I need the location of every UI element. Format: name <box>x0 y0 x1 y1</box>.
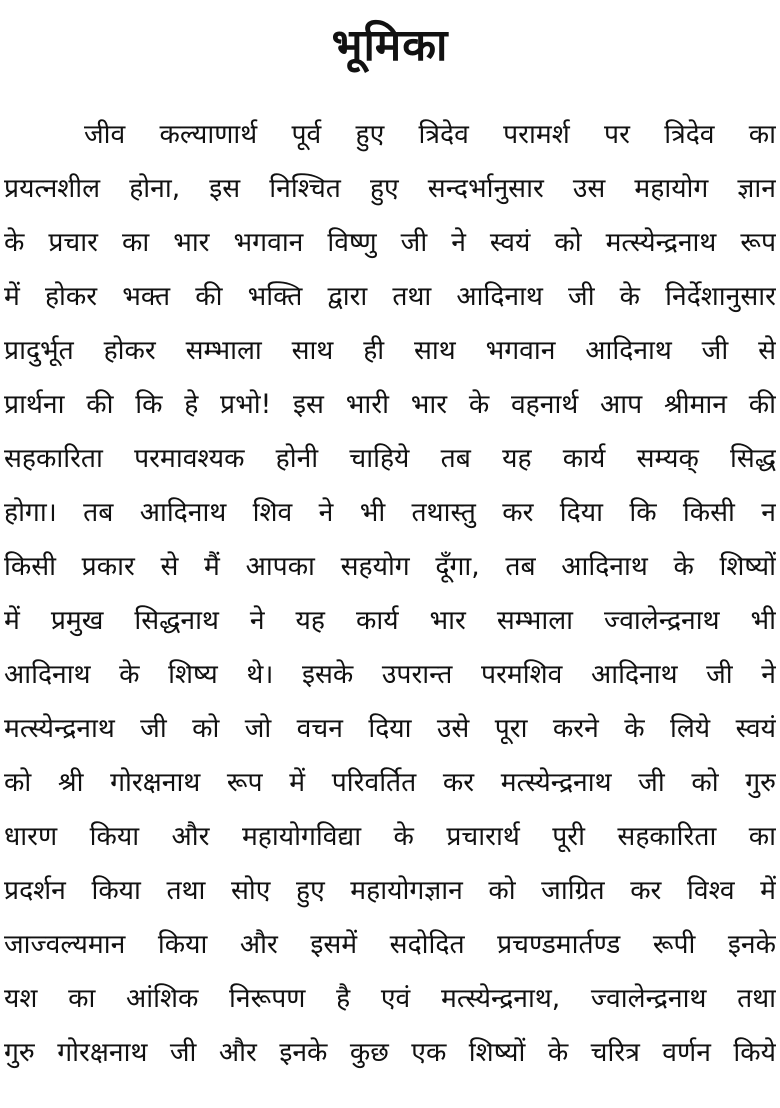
page-title: भूमिका <box>331 20 449 71</box>
text-line: को श्री गोरक्षनाथ रूप में परिवर्तित कर मत्स्येन्द्रनाथ जी को गुरु <box>4 767 776 798</box>
text-line: होगा। तब आदिनाथ शिव ने भी तथास्तु कर दिया कि किसी न <box>4 497 776 528</box>
text-line: प्रयत्नशील होना, इस निश्चित हुए सन्दर्भानुसार उस महायोग ज्ञान <box>4 173 776 204</box>
text-line: के प्रचार का भार भगवान विष्णु जी ने स्वयं को मत्स्येन्द्रनाथ रूप <box>4 227 776 258</box>
text-line: प्रादुर्भूत होकर सम्भाला साथ ही साथ भगवान आदिनाथ जी से <box>4 335 776 366</box>
text-line: मत्स्येन्द्रनाथ जी को जो वचन दिया उसे पूरा करने के लिये स्वयं <box>4 713 776 744</box>
text-line: प्रदर्शन किया तथा सोए हुए महायोगज्ञान को जाग्रित कर विश्व में <box>4 875 776 906</box>
text-line: सहकारिता परमावश्यक होनी चाहिये तब यह कार्य सम्यक् सिद्ध <box>4 443 776 474</box>
text-line: आदिनाथ के शिष्य थे। इसके उपरान्त परमशिव आदिनाथ जी ने <box>4 659 776 690</box>
body-paragraph <box>4 108 776 1080</box>
text-line: गुरु गोरक्षनाथ जी और इनके कुछ एक शिष्यों के चरित्र वर्णन किये <box>4 1037 776 1068</box>
text-line: प्रार्थना की कि हे प्रभो! इस भारी भार के वहनार्थ आप श्रीमान की <box>4 389 776 420</box>
text-line: किसी प्रकार से मैं आपका सहयोग दूँगा, तब आदिनाथ के शिष्यों <box>4 551 776 582</box>
text-line: में होकर भक्त की भक्ति द्वारा तथा आदिनाथ जी के निर्देशानुसार <box>4 281 776 312</box>
text-line: जीव कल्याणार्थ पूर्व हुए त्रिदेव परामर्श पर त्रिदेव का <box>84 119 776 150</box>
text-line: यश का आंशिक निरूपण है एवं मत्स्येन्द्रनाथ, ज्वालेन्द्रनाथ तथा <box>4 983 776 1014</box>
text-line: जाज्वल्यमान किया और इसमें सदोदित प्रचण्डमार्तण्ड रूपी इनके <box>4 929 776 960</box>
text-line: में प्रमुख सिद्धनाथ ने यह कार्य भार सम्भाला ज्वालेन्द्रनाथ भी <box>4 605 776 636</box>
text-line: धारण किया और महायोगविद्या के प्रचारार्थ पूरी सहकारिता का <box>4 821 776 852</box>
